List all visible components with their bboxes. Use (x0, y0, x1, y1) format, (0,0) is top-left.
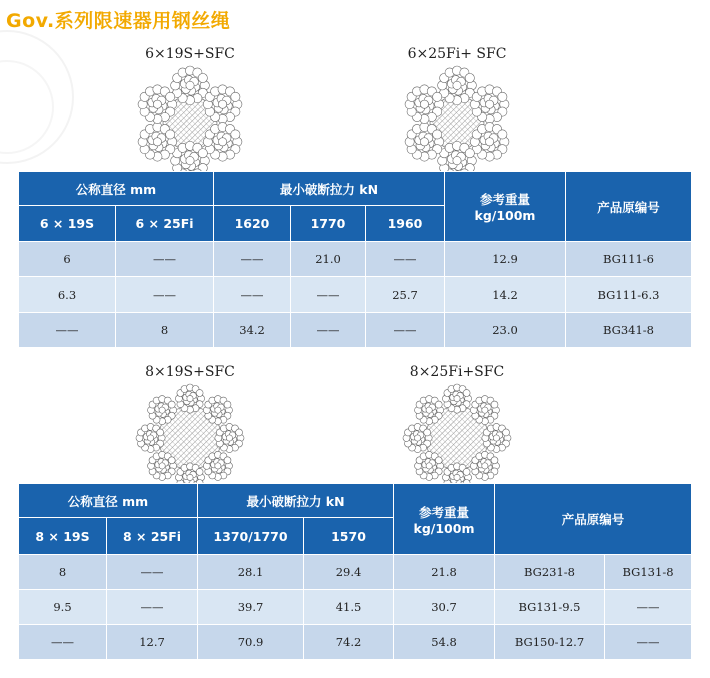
table-cell: BG131-8 (605, 555, 692, 590)
table-cell: 12.9 (445, 242, 566, 277)
table-cell: —— (214, 277, 291, 313)
subheader-8x19s: 8 × 19S (19, 518, 107, 555)
table-cell: 54.8 (394, 625, 495, 660)
header-breaking-force: 最小破断拉力 kN (214, 172, 445, 206)
table-row (19, 242, 692, 277)
table-cell: 25.7 (366, 277, 445, 313)
strand (171, 66, 210, 105)
table-cell: —— (214, 242, 291, 277)
table-cell: —— (291, 313, 366, 348)
table-row (19, 590, 692, 625)
table-cell: 21.8 (394, 555, 495, 590)
table-cell: —— (107, 555, 198, 590)
table-cell: 9.5 (19, 590, 107, 625)
table-cell: —— (19, 625, 107, 660)
table-cell: BG131-9.5 (495, 590, 605, 625)
subheader-1570: 1570 (304, 518, 394, 555)
table-cell: BG150-12.7 (495, 625, 605, 660)
figure-caption: 6×25Fi+ SFC (407, 46, 507, 62)
header-breaking-force: 最小破断拉力 kN (198, 484, 394, 518)
figure-8x25fi (392, 364, 522, 494)
table-cell: —— (116, 242, 214, 277)
table-cell: 34.2 (214, 313, 291, 348)
table-cell: 14.2 (445, 277, 566, 313)
spec-table-6-strand (18, 171, 692, 348)
subheader-1620: 1620 (214, 206, 291, 242)
table-cell: BG341-8 (566, 313, 692, 348)
table-cell: 8 (116, 313, 214, 348)
spec-table-8-strand (18, 483, 692, 660)
subheader-8x25fi: 8 × 25Fi (107, 518, 198, 555)
table-cell: —— (366, 313, 445, 348)
figure-caption: 8×19S+SFC (145, 364, 235, 380)
subheader-1370-1770: 1370/1770 (198, 518, 304, 555)
subheader-6x25fi: 6 × 25Fi (116, 206, 214, 242)
table-cell: 23.0 (445, 313, 566, 348)
subheader-1960: 1960 (366, 206, 445, 242)
figure-8x19s (125, 364, 255, 494)
figure-caption: 8×25Fi+SFC (409, 364, 505, 380)
figure-6x19s (125, 46, 255, 182)
table-cell: —— (605, 590, 692, 625)
figure-6x25fi (392, 46, 522, 182)
header-diameter: 公称直径 mm (19, 172, 214, 206)
header-diameter: 公称直径 mm (19, 484, 198, 518)
subheader-1770: 1770 (291, 206, 366, 242)
table-cell: 29.4 (304, 555, 394, 590)
table-cell: 30.7 (394, 590, 495, 625)
table-cell: 12.7 (107, 625, 198, 660)
rope-cross-section-icon (397, 64, 517, 182)
table-cell: 28.1 (198, 555, 304, 590)
table-cell: BG111-6 (566, 242, 692, 277)
rope-cross-section-icon (397, 382, 517, 494)
header-weight: 参考重量 kg/100m (394, 484, 495, 555)
page-title: Gov.系列限速器用钢丝绳 (6, 10, 231, 32)
header-weight: 参考重量 kg/100m (445, 172, 566, 242)
header-product-code: 产品原编号 (566, 172, 692, 242)
table-cell: 41.5 (304, 590, 394, 625)
table-cell: 6 (19, 242, 116, 277)
table-cell: —— (116, 277, 214, 313)
figure-caption: 6×19S+SFC (145, 46, 235, 62)
table-row (19, 277, 692, 313)
table-cell: 74.2 (304, 625, 394, 660)
subheader-6x19s: 6 × 19S (19, 206, 116, 242)
table-cell: 21.0 (291, 242, 366, 277)
table-cell: 6.3 (19, 277, 116, 313)
table-cell: —— (366, 242, 445, 277)
table-row (19, 555, 692, 590)
table-cell: —— (291, 277, 366, 313)
table-row (19, 313, 692, 348)
header-product-code: 产品原编号 (495, 484, 692, 555)
table-cell: BG231-8 (495, 555, 605, 590)
table-cell: —— (107, 590, 198, 625)
strand (438, 66, 477, 105)
rope-cross-section-icon (130, 382, 250, 494)
table-cell: —— (605, 625, 692, 660)
table-cell: —— (19, 313, 116, 348)
table-cell: BG111-6.3 (566, 277, 692, 313)
table-cell: 70.9 (198, 625, 304, 660)
rope-cross-section-icon (130, 64, 250, 182)
table-cell: 39.7 (198, 590, 304, 625)
table-cell: 8 (19, 555, 107, 590)
table-row (19, 625, 692, 660)
